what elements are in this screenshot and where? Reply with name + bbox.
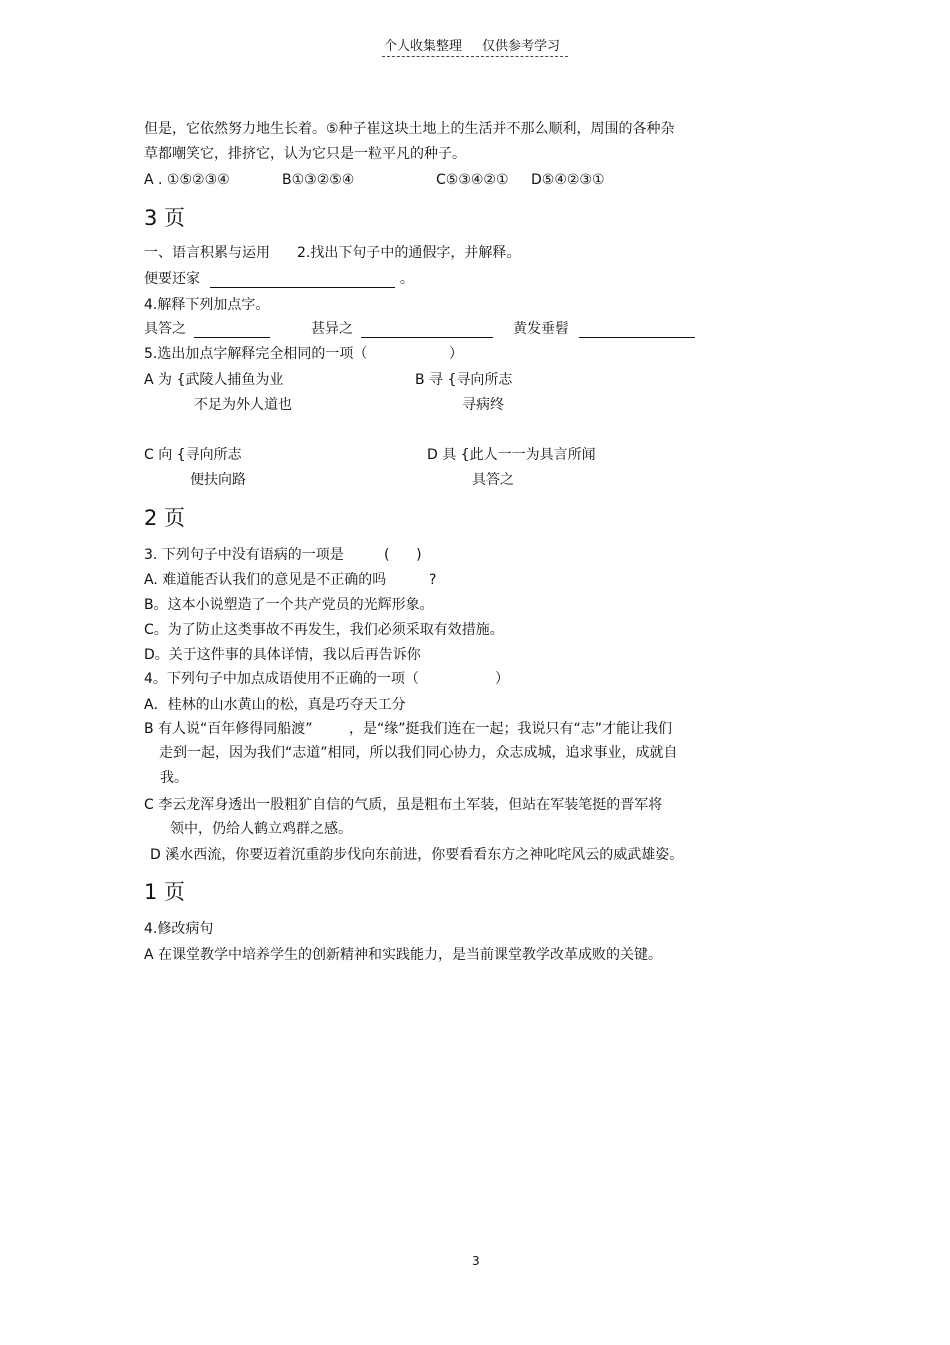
answer-blank[interactable] (194, 323, 270, 338)
section3-q2-end: 。 (399, 271, 414, 287)
option-d: D⑤④②③① (531, 172, 605, 188)
section-heading-3: 3 页 (144, 206, 186, 230)
section3-q4-c (513, 320, 695, 338)
section3-q2-line (144, 270, 414, 288)
section1-q4-a: A 在课堂教学中培养学生的创新精神和实践能力，是当前课堂教学改革成败的关键。 (144, 947, 663, 963)
section2-q4-d: D 溪水西流，你要迈着沉重韵步伐向东前进，你要看看东方之神叱咤风云的威武雄姿。 (150, 847, 684, 863)
section-heading-2: 2 页 (144, 506, 186, 530)
section3-q4-b (311, 320, 493, 338)
option-b: B①③②⑤④ (282, 172, 355, 188)
section2-q4-b-line2: 走到一起，因为我们“志道”相同，所以我们同心协力，众志成城，追求事业，成就自 (159, 745, 678, 761)
answer-blank[interactable] (579, 323, 695, 338)
section2-q3-c: C。为了防止这类事故不再发生，我们必须采取有效措施。 (144, 622, 504, 638)
section2-q3: 3. 下列句子中没有语病的一项是 (144, 547, 344, 563)
section2-q3-d: D。关于这件事的具体详情，我以后再告诉你 (144, 647, 421, 663)
section3-q2-phrase: 便要还家 (144, 271, 200, 287)
intro-line-1: 但是，它依然努力地生长着。⑤种子崔这块土地上的生活并不那么顺利，周围的各种杂 (144, 121, 675, 137)
section3-option-a-line2: 不足为外人道也 (194, 397, 292, 413)
section3-option-a: A 为 {武陵人捕鱼为业 (144, 372, 284, 388)
option-a: A . ①⑤②③④ (144, 172, 230, 188)
answer-blank[interactable] (361, 323, 493, 338)
section2-q4-c-line1: C 李云龙浑身透出一股粗犷自信的气质，虽是粗布土军装，但站在军装笔挺的晋军将 (144, 797, 663, 813)
section3-option-d-line2: 具答之 (472, 472, 514, 488)
header-right: 仅供参考学习 (482, 39, 561, 54)
section2-q3-a-mark: ? (429, 572, 437, 588)
section3-q5: 5.选出加点字解释完全相同的一项（ (144, 346, 368, 362)
section3-q4-c-text: 黄发垂髫 (513, 321, 569, 337)
section2-q4: 4。下列句子中加点成语使用不正确的一项（ (144, 671, 419, 687)
section1-q4: 4.修改病句 (144, 921, 214, 937)
section3-q4-b-text: 甚异之 (311, 321, 353, 337)
section3-intro: 一、语言积累与运用 (144, 245, 270, 261)
answer-blank[interactable] (210, 273, 395, 288)
section2-q3-b: B。这本小说塑造了一个共产党员的光辉形象。 (144, 597, 434, 613)
section3-q2: 2.找出下句子中的通假字，并解释。 (297, 245, 521, 261)
section3-option-c-line2: 便扶向路 (190, 472, 246, 488)
section2-q3-a: A. 难道能否认我们的意见是不正确的吗 (144, 572, 387, 588)
section-heading-1: 1 页 (144, 880, 186, 904)
section3-q4-a (144, 320, 270, 338)
section3-q5-end: ） (449, 346, 463, 362)
section2-q4-end: ） (495, 671, 509, 687)
option-c: C⑤③④②① (436, 172, 509, 188)
section2-q4-b-line1b: ，是“缘”挺我们连在一起；我说只有“志”才能让我们 (349, 721, 673, 737)
section3-option-b-line2: 寻病终 (462, 397, 504, 413)
intro-line-2: 草都嘲笑它，排挤它，认为它只是一粒平凡的种子。 (144, 146, 466, 162)
section2-q4-c-line2: 领中，仍给人鹤立鸡群之感。 (170, 821, 352, 837)
section3-q4: 4.解释下列加点字。 (144, 297, 270, 313)
header-divider (382, 56, 568, 57)
section2-q4-b-line3: 我。 (160, 770, 188, 786)
section2-q4-b-line1a: B 有人说“百年修得同船渡” (144, 721, 313, 737)
page-number: 3 (472, 1254, 480, 1268)
section2-q3-paren: ( ) (384, 547, 422, 563)
section3-option-b: B 寻 {寻向所志 (415, 372, 513, 388)
section3-q4-a-text: 具答之 (144, 321, 186, 337)
section3-option-c: C 向 {寻向所志 (144, 447, 242, 463)
section2-q4-a: A．桂林的山水黄山的松，真是巧夺天工分 (144, 697, 406, 713)
header-left: 个人收集整理 (384, 39, 463, 54)
section3-option-d: D 具 {此人一一为具言所闻 (427, 447, 596, 463)
